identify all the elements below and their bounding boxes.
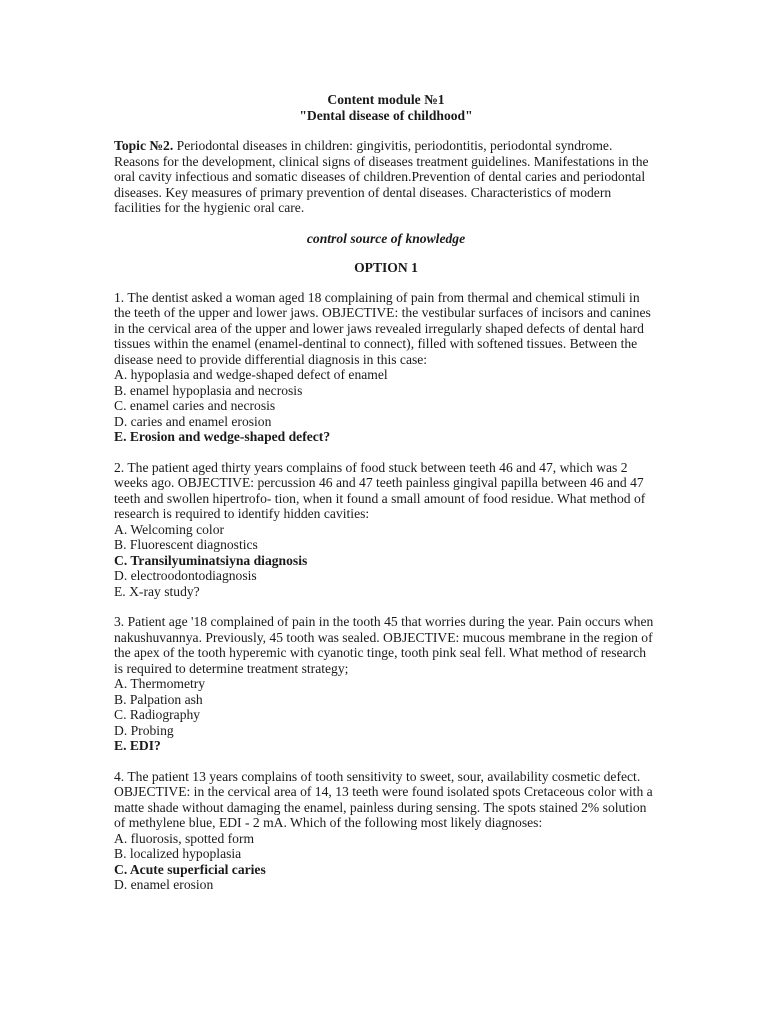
answer-b: B. enamel hypoplasia and necrosis [114, 382, 303, 398]
answer-d: D. enamel erosion [114, 877, 214, 892]
answer-b: B. localized hypoplasia [114, 846, 242, 861]
answer-d: D. caries and enamel erosion [114, 413, 272, 429]
answer-a: A. hypoplasia and wedge-shaped defect of enamel [114, 367, 388, 382]
module-title: Content module №1 [327, 92, 445, 107]
title-block [114, 92, 658, 123]
topic-text: Periodontal diseases in children: gingivitis, periodontitis, periodontal syndrome. Reasons for the development, clinical signs of diseases treatment guidelines. Manifestations in the oral cavity infectious and somatic diseases of children.Prevention of dental caries and periodontal diseases. Key measures of primary prevention of dental diseases. Characteristics of modern facilities for the hygienic oral care. [114, 138, 649, 215]
question-1 [114, 290, 658, 445]
answer-c-correct: C. Acute superficial caries [114, 861, 266, 877]
question-4 [114, 769, 658, 893]
answer-d: D. electroodontodiagnosis [114, 568, 257, 583]
answer-d: D. Probing [114, 722, 174, 738]
module-subtitle: "Dental disease of childhood" [299, 107, 473, 123]
question-text: 4. The patient 13 years complains of tooth sensitivity to sweet, sour, availability cosmetic defect. OBJECTIVE: in the cervical area of 14, 13 teeth were found isolated spots Cretaceous color with a matte shade without damaging the enamel, painless during sensing. The spots stained 2% solution of methylene blue, EDI - 2 mA. Which of the following most likely diagnoses: [114, 768, 653, 830]
answer-b: B. Fluorescent diagnostics [114, 537, 258, 552]
question-text: 2. The patient aged thirty years complains of food stuck between teeth 46 and 47, which was 2 weeks ago. OBJECTIVE: percussion 46 and 47 teeth painless gingival papilla between 46 and 47 teeth and swollen hipertrofo- tion, when it found a small amount of food residue. What method of research is required to identify hidden cavities: [114, 459, 646, 521]
answer-a: A. Welcoming color [114, 521, 225, 537]
answer-c: C. Radiography [114, 707, 201, 722]
answer-a: A. Thermometry [114, 676, 206, 691]
answer-e: E. X-ray study? [114, 583, 200, 599]
question-3 [114, 614, 658, 754]
answer-e-correct: E. Erosion and wedge-shaped defect? [114, 429, 331, 444]
topic-label: Topic №2. [114, 138, 174, 153]
answer-c-correct: C. Transilyuminatsiyna diagnosis [114, 552, 308, 568]
question-2 [114, 460, 658, 600]
topic-paragraph [114, 138, 658, 216]
answer-b: B. Palpation ash [114, 691, 203, 707]
question-text: 1. The dentist asked a woman aged 18 complaining of pain from thermal and chemical stimuli in the teeth of the upper and lower jaws. OBJECTIVE: the vestibular surfaces of incisors and canines in the cervical area of the upper and lower jaws revealed irregularly shaped defects of dental hard tissues within the enamel (enamel-dentinal to connect), filled with softened tissues. Between the disease need to provide differential diagnosis in this case: [114, 289, 651, 367]
question-text: 3. Patient age '18 complained of pain in the tooth 45 that worries during the year. Pain occurs when nakushuvannya. Previously, 45 tooth was sealed. OBJECTIVE: mucous membrane in the region of the apex of the tooth hyperemic with cyanotic tinge, tooth pink seal fell. What method of research is required to determine treatment strategy; [114, 614, 654, 676]
answer-e-correct: E. EDI? [114, 738, 161, 753]
answer-c: C. enamel caries and necrosis [114, 398, 276, 413]
control-heading: control source of knowledge [306, 230, 466, 246]
option-heading: OPTION 1 [354, 260, 418, 275]
answer-a: A. fluorosis, spotted form [114, 830, 255, 846]
